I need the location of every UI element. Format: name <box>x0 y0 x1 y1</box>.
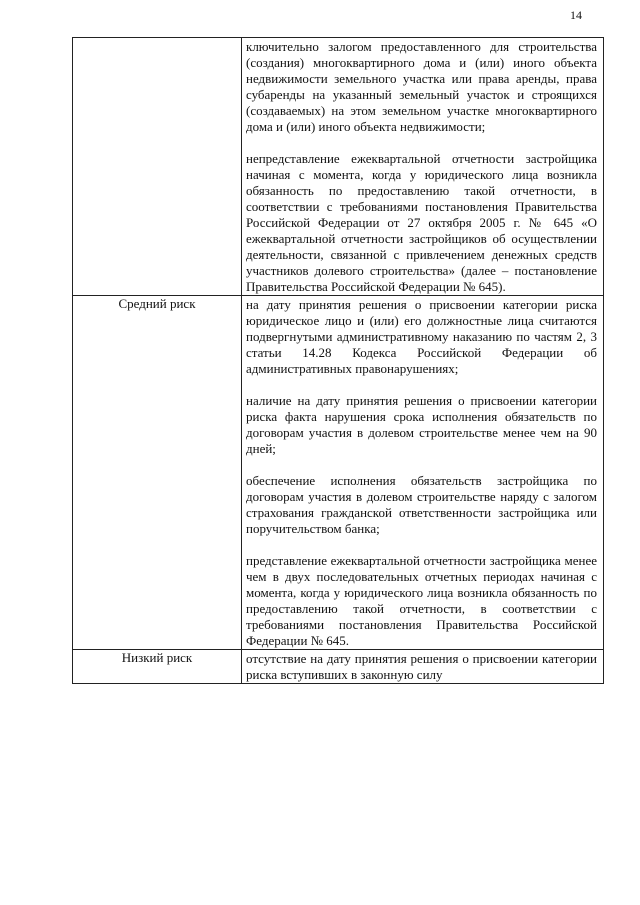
risk-level-cell <box>73 650 242 684</box>
risk-level-label: Низкий риск <box>121 650 193 665</box>
criteria-paragraph: обеспечение исполнения обязательств застройщика по договорам участия в долевом строительстве наряду с залогом страхования гражданской ответственности застройщика или поручительством банка; <box>246 473 597 536</box>
criteria-paragraph: представление ежеквартальной отчетности застройщика менее чем в двух последовательных отчетных периодах начиная с момента, когда у юридического лица возникла обязанность по предоставлению такой отчетности, в соответствии с требованиями постановления Правительства Российской Федерации № 645. <box>246 553 597 648</box>
criteria-paragraph: на дату принятия решения о присвоении категории риска юридическое лицо и (или) его должностные лица считаются подвергнутыми административному наказанию по частям 2, 3 статьи 14.28 Кодекса Российской Федерации об административных правонарушениях; <box>246 297 597 376</box>
risk-criteria-cell <box>242 650 604 684</box>
table-row <box>73 38 604 296</box>
risk-criteria-cell <box>242 38 604 296</box>
risk-criteria-cell <box>242 296 604 650</box>
risk-level-cell <box>73 38 242 296</box>
criteria-paragraph: непредставление ежеквартальной отчетности застройщика начиная с момента, когда у юридического лица возникла обязанность по предоставлению такой отчетности, в соответствии с требованиями постановления Правительства Российской Федерации от 27 октября 2005 г. № 645 «О ежеквартальной отчетности застройщиков об осуществлении деятельности, связанной с привлечением денежных средств участников долевого строительства» (далее – постановление Правительства Российской Федерации № 645). <box>246 151 597 294</box>
risk-category-table <box>72 37 604 684</box>
risk-level-cell <box>73 296 242 650</box>
table-row <box>73 296 604 650</box>
criteria-paragraph: наличие на дату принятия решения о присвоении категории риска факта нарушения срока исполнения обязательств по договорам участия в долевом строительстве менее чем на 90 дней; <box>246 393 597 456</box>
criteria-paragraph: отсутствие на дату принятия решения о присвоении категории риска вступивших в законную силу <box>246 651 597 682</box>
criteria-paragraph: ключительно залогом предоставленного для строительства (создания) многоквартирного дома и (или) иного объекта недвижимости земельного участка или права аренды, права субаренды на указанный земельный участок и строящихся (создаваемых) на этом земельном участке многоквартирного дома и (или) иного объекта недвижимости; <box>246 39 597 134</box>
page-number: 14 <box>570 8 582 22</box>
table-row <box>73 650 604 684</box>
risk-level-label: Средний риск <box>118 296 196 311</box>
